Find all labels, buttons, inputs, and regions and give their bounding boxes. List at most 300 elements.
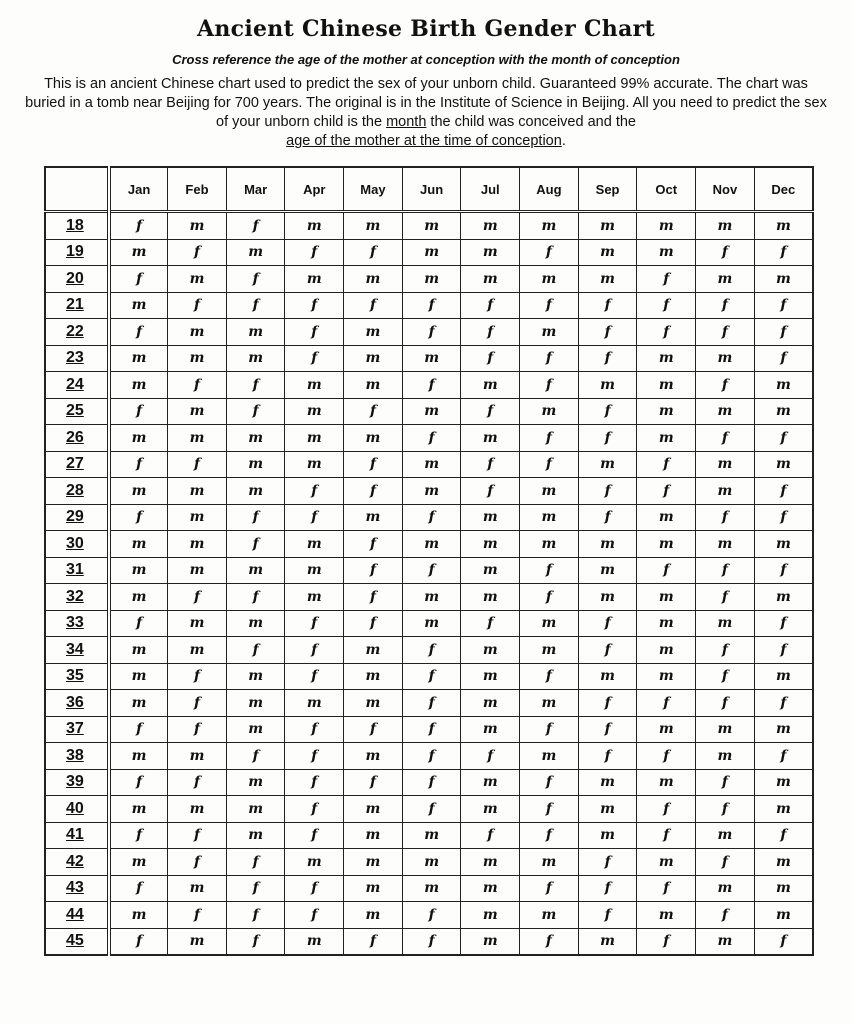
gender-cell: f	[637, 478, 696, 505]
gender-cell: m	[226, 345, 285, 372]
gender-cell: m	[226, 690, 285, 717]
age-label: 20	[45, 266, 109, 293]
gender-cell: m	[109, 557, 168, 584]
gender-cell: f	[520, 451, 579, 478]
gender-cell: m	[754, 531, 813, 558]
gender-cell: f	[402, 292, 461, 319]
gender-cell: m	[168, 610, 227, 637]
gender-cell: f	[696, 557, 755, 584]
table-row	[45, 345, 813, 372]
gender-cell: f	[109, 928, 168, 955]
gender-cell: m	[402, 822, 461, 849]
gender-cell: m	[637, 902, 696, 929]
gender-cell: f	[637, 796, 696, 823]
gender-cell: m	[226, 239, 285, 266]
table-row	[45, 451, 813, 478]
gender-cell: m	[754, 212, 813, 240]
gender-cell: f	[226, 212, 285, 240]
gender-cell: m	[520, 902, 579, 929]
table-row	[45, 796, 813, 823]
gender-cell: f	[344, 769, 403, 796]
gender-cell: f	[168, 372, 227, 399]
gender-cell: m	[344, 504, 403, 531]
gender-cell: m	[109, 637, 168, 664]
gender-cell: f	[285, 796, 344, 823]
age-label: 28	[45, 478, 109, 505]
gender-cell: f	[637, 690, 696, 717]
gender-cell: f	[578, 398, 637, 425]
gender-cell: f	[637, 875, 696, 902]
gender-cell: m	[461, 796, 520, 823]
gender-cell: m	[754, 902, 813, 929]
gender-cell: m	[754, 769, 813, 796]
gender-cell: m	[754, 796, 813, 823]
gender-cell: f	[344, 584, 403, 611]
gender-cell: f	[696, 425, 755, 452]
gender-cell: f	[226, 875, 285, 902]
gender-cell: f	[168, 716, 227, 743]
gender-cell: m	[696, 451, 755, 478]
table-row	[45, 531, 813, 558]
gender-cell: m	[402, 610, 461, 637]
gender-cell: f	[461, 319, 520, 346]
gender-cell: f	[109, 610, 168, 637]
table-row	[45, 902, 813, 929]
age-label: 45	[45, 928, 109, 955]
gender-cell: f	[754, 557, 813, 584]
gender-cell: m	[461, 849, 520, 876]
table-body	[45, 212, 813, 956]
table-row	[45, 425, 813, 452]
gender-cell: m	[578, 557, 637, 584]
gender-cell: m	[109, 531, 168, 558]
gender-cell: f	[637, 743, 696, 770]
gender-cell: f	[696, 690, 755, 717]
age-label: 18	[45, 212, 109, 240]
gender-cell: m	[696, 531, 755, 558]
gender-cell: f	[754, 610, 813, 637]
gender-cell: m	[461, 637, 520, 664]
gender-cell: f	[344, 928, 403, 955]
gender-cell: m	[637, 531, 696, 558]
gender-cell: m	[402, 398, 461, 425]
gender-cell: m	[344, 212, 403, 240]
gender-cell: m	[402, 875, 461, 902]
intro-paragraph	[24, 75, 828, 151]
table-row	[45, 398, 813, 425]
gender-cell: f	[226, 292, 285, 319]
gender-cell: f	[754, 822, 813, 849]
gender-cell: f	[402, 557, 461, 584]
gender-cell: m	[696, 610, 755, 637]
gender-cell: m	[578, 796, 637, 823]
table-row	[45, 372, 813, 399]
gender-cell: f	[285, 743, 344, 770]
gender-cell: m	[285, 212, 344, 240]
gender-cell: f	[637, 451, 696, 478]
gender-cell: f	[637, 928, 696, 955]
gender-cell: f	[168, 663, 227, 690]
gender-cell: f	[402, 716, 461, 743]
gender-cell: m	[461, 928, 520, 955]
gender-cell: f	[344, 292, 403, 319]
gender-cell: f	[637, 292, 696, 319]
gender-cell: m	[637, 504, 696, 531]
gender-cell: f	[168, 292, 227, 319]
gender-cell: f	[520, 372, 579, 399]
gender-cell: m	[520, 504, 579, 531]
gender-cell: m	[461, 663, 520, 690]
gender-cell: f	[696, 504, 755, 531]
gender-cell: m	[461, 372, 520, 399]
gender-cell: m	[520, 637, 579, 664]
gender-cell: f	[696, 637, 755, 664]
gender-cell: m	[344, 743, 403, 770]
gender-cell: f	[168, 822, 227, 849]
gender-cell: m	[461, 716, 520, 743]
gender-cell: f	[696, 584, 755, 611]
gender-cell: m	[402, 849, 461, 876]
gender-cell: f	[226, 531, 285, 558]
gender-cell: f	[461, 451, 520, 478]
gender-cell: f	[285, 610, 344, 637]
gender-cell: f	[696, 902, 755, 929]
gender-cell: f	[520, 663, 579, 690]
gender-cell: m	[109, 239, 168, 266]
gender-cell: m	[285, 451, 344, 478]
gender-cell: m	[344, 902, 403, 929]
gender-cell: f	[285, 663, 344, 690]
gender-cell: m	[637, 769, 696, 796]
gender-cell: m	[168, 212, 227, 240]
table-row	[45, 743, 813, 770]
gender-cell: m	[520, 398, 579, 425]
month-header-nov: Nov	[696, 167, 755, 212]
gender-cell: m	[226, 769, 285, 796]
gender-cell: f	[402, 319, 461, 346]
gender-cell: f	[226, 743, 285, 770]
gender-cell: m	[520, 478, 579, 505]
age-label: 43	[45, 875, 109, 902]
gender-cell: f	[344, 478, 403, 505]
gender-cell: f	[109, 319, 168, 346]
gender-cell: m	[520, 212, 579, 240]
gender-cell: m	[109, 478, 168, 505]
gender-cell: f	[285, 822, 344, 849]
gender-cell: f	[520, 345, 579, 372]
table-row	[45, 822, 813, 849]
gender-cell: m	[578, 239, 637, 266]
gender-cell: m	[285, 372, 344, 399]
gender-cell: m	[637, 716, 696, 743]
age-label: 42	[45, 849, 109, 876]
age-label: 36	[45, 690, 109, 717]
gender-cell: m	[637, 239, 696, 266]
gender-cell: m	[285, 425, 344, 452]
gender-cell: m	[402, 531, 461, 558]
table-row	[45, 610, 813, 637]
intro-mid-text: the child was conceived and the	[430, 114, 636, 130]
gender-cell: f	[754, 743, 813, 770]
gender-cell: m	[109, 690, 168, 717]
gender-cell: f	[637, 822, 696, 849]
table-row	[45, 849, 813, 876]
gender-cell: m	[520, 610, 579, 637]
table-row	[45, 637, 813, 664]
gender-cell: f	[754, 292, 813, 319]
gender-cell: f	[754, 239, 813, 266]
month-header-mar: Mar	[226, 167, 285, 212]
table-row	[45, 266, 813, 293]
gender-cell: f	[578, 425, 637, 452]
gender-cell: f	[402, 690, 461, 717]
gender-cell: m	[696, 822, 755, 849]
gender-cell: f	[344, 610, 403, 637]
gender-cell: m	[461, 769, 520, 796]
gender-cell: m	[344, 690, 403, 717]
gender-cell: f	[168, 902, 227, 929]
gender-cell: m	[168, 928, 227, 955]
gender-cell: f	[754, 425, 813, 452]
age-label: 32	[45, 584, 109, 611]
gender-cell: m	[696, 266, 755, 293]
gender-cell: m	[344, 875, 403, 902]
gender-cell: f	[285, 345, 344, 372]
gender-cell: m	[637, 398, 696, 425]
age-label: 39	[45, 769, 109, 796]
gender-cell: m	[109, 743, 168, 770]
gender-cell: m	[520, 319, 579, 346]
gender-cell: m	[461, 266, 520, 293]
intro-end: .	[561, 133, 566, 149]
gender-cell: m	[109, 849, 168, 876]
gender-cell: m	[344, 266, 403, 293]
gender-cell: f	[578, 849, 637, 876]
gender-cell: f	[168, 690, 227, 717]
gender-cell: f	[168, 239, 227, 266]
month-header-jan: Jan	[109, 167, 168, 212]
gender-cell: m	[109, 292, 168, 319]
gender-cell: m	[578, 928, 637, 955]
gender-cell: f	[754, 319, 813, 346]
gender-cell: f	[578, 610, 637, 637]
gender-cell: f	[402, 743, 461, 770]
gender-cell: m	[578, 769, 637, 796]
gender-cell: m	[754, 849, 813, 876]
gender-cell: f	[461, 743, 520, 770]
gender-cell: m	[344, 345, 403, 372]
gender-cell: f	[520, 822, 579, 849]
gender-cell: m	[461, 425, 520, 452]
gender-cell: f	[461, 398, 520, 425]
gender-cell: f	[520, 769, 579, 796]
gender-cell: f	[520, 928, 579, 955]
gender-cell: f	[344, 716, 403, 743]
gender-cell: m	[168, 425, 227, 452]
gender-cell: m	[226, 425, 285, 452]
gender-cell: m	[754, 372, 813, 399]
gender-cell: f	[226, 372, 285, 399]
table-row	[45, 663, 813, 690]
gender-cell: m	[226, 716, 285, 743]
table-row	[45, 557, 813, 584]
gender-cell: f	[109, 212, 168, 240]
intro-text: This is an ancient Chinese chart used to predict the sex of your unborn child. Guaranteed 99% accurate. The chart was buried in a tomb near Beijing for 700 years. The original is in the Institute of Science in Beijing. All you need to predict the sex of your unborn child is the	[25, 76, 827, 130]
gender-cell: f	[461, 478, 520, 505]
gender-cell: m	[461, 531, 520, 558]
gender-cell: f	[285, 875, 344, 902]
gender-cell: f	[109, 822, 168, 849]
gender-cell: m	[226, 822, 285, 849]
gender-cell: m	[168, 478, 227, 505]
gender-cell: f	[402, 928, 461, 955]
gender-cell: m	[578, 584, 637, 611]
gender-cell: f	[578, 292, 637, 319]
gender-cell: m	[285, 928, 344, 955]
month-header-jun: Jun	[402, 167, 461, 212]
gender-cell: m	[226, 319, 285, 346]
age-label: 24	[45, 372, 109, 399]
table-row	[45, 239, 813, 266]
gender-cell: m	[285, 584, 344, 611]
gender-cell: m	[285, 398, 344, 425]
table-row	[45, 478, 813, 505]
gender-cell: f	[461, 610, 520, 637]
gender-cell: m	[285, 531, 344, 558]
gender-cell: f	[109, 451, 168, 478]
gender-cell: m	[226, 451, 285, 478]
age-label: 40	[45, 796, 109, 823]
age-label: 41	[45, 822, 109, 849]
gender-cell: f	[285, 319, 344, 346]
gender-cell: m	[285, 557, 344, 584]
gender-cell: f	[520, 716, 579, 743]
gender-cell: m	[109, 372, 168, 399]
age-label: 38	[45, 743, 109, 770]
gender-cell: m	[109, 345, 168, 372]
table-row	[45, 875, 813, 902]
gender-cell: m	[637, 849, 696, 876]
gender-cell: f	[226, 584, 285, 611]
gender-cell: m	[226, 663, 285, 690]
table-corner-cell	[45, 167, 109, 212]
gender-cell: m	[461, 584, 520, 611]
gender-cell: m	[578, 822, 637, 849]
gender-cell: f	[754, 637, 813, 664]
page-subtitle: Cross reference the age of the mother at conception with the month of conception	[172, 52, 680, 67]
gender-cell: m	[461, 504, 520, 531]
page-title: Ancient Chinese Birth Gender Chart	[196, 16, 655, 42]
gender-cell: m	[344, 663, 403, 690]
gender-cell: m	[226, 796, 285, 823]
gender-cell: f	[109, 398, 168, 425]
gender-cell: f	[696, 663, 755, 690]
gender-cell: f	[344, 451, 403, 478]
gender-cell: f	[168, 451, 227, 478]
gender-cell: m	[578, 531, 637, 558]
gender-cell: m	[402, 239, 461, 266]
gender-cell: m	[578, 663, 637, 690]
gender-cell: f	[520, 425, 579, 452]
age-label: 37	[45, 716, 109, 743]
gender-cell: f	[109, 716, 168, 743]
gender-cell: m	[578, 451, 637, 478]
age-label: 35	[45, 663, 109, 690]
gender-cell: f	[285, 239, 344, 266]
gender-cell: f	[754, 690, 813, 717]
gender-cell: m	[285, 266, 344, 293]
gender-cell: m	[402, 451, 461, 478]
gender-cell: m	[754, 451, 813, 478]
gender-cell: f	[109, 504, 168, 531]
gender-chart-table	[44, 166, 814, 956]
gender-cell: m	[637, 637, 696, 664]
gender-cell: m	[637, 584, 696, 611]
gender-cell: f	[520, 239, 579, 266]
age-label: 27	[45, 451, 109, 478]
gender-cell: m	[168, 398, 227, 425]
gender-cell: m	[344, 319, 403, 346]
gender-cell: f	[637, 557, 696, 584]
table-row	[45, 212, 813, 240]
gender-cell: m	[344, 637, 403, 664]
gender-cell: f	[696, 796, 755, 823]
gender-cell: m	[461, 557, 520, 584]
gender-cell: m	[696, 478, 755, 505]
gender-cell: m	[344, 372, 403, 399]
gender-cell: f	[226, 504, 285, 531]
gender-cell: m	[461, 239, 520, 266]
gender-cell: f	[285, 292, 344, 319]
gender-cell: f	[109, 875, 168, 902]
gender-cell: m	[520, 690, 579, 717]
month-header-may: May	[344, 167, 403, 212]
gender-cell: m	[520, 743, 579, 770]
gender-cell: m	[578, 372, 637, 399]
gender-cell: m	[168, 266, 227, 293]
gender-cell: m	[696, 212, 755, 240]
gender-cell: f	[226, 928, 285, 955]
gender-cell: m	[344, 425, 403, 452]
gender-cell: m	[168, 637, 227, 664]
age-label: 23	[45, 345, 109, 372]
gender-cell: f	[754, 345, 813, 372]
gender-cell: m	[754, 584, 813, 611]
gender-cell: m	[754, 663, 813, 690]
gender-cell: f	[578, 716, 637, 743]
gender-cell: m	[168, 796, 227, 823]
gender-cell: m	[520, 849, 579, 876]
gender-cell: m	[520, 531, 579, 558]
gender-cell: m	[344, 796, 403, 823]
gender-cell: f	[578, 875, 637, 902]
gender-cell: m	[344, 822, 403, 849]
gender-cell: m	[226, 610, 285, 637]
gender-cell: m	[637, 345, 696, 372]
gender-cell: m	[285, 849, 344, 876]
age-label: 19	[45, 239, 109, 266]
age-label: 26	[45, 425, 109, 452]
gender-cell: m	[226, 478, 285, 505]
gender-cell: f	[578, 690, 637, 717]
table-row	[45, 690, 813, 717]
gender-cell: f	[285, 478, 344, 505]
gender-cell: m	[226, 557, 285, 584]
gender-cell: m	[461, 212, 520, 240]
gender-cell: f	[520, 292, 579, 319]
table-row	[45, 319, 813, 346]
gender-cell: f	[168, 769, 227, 796]
